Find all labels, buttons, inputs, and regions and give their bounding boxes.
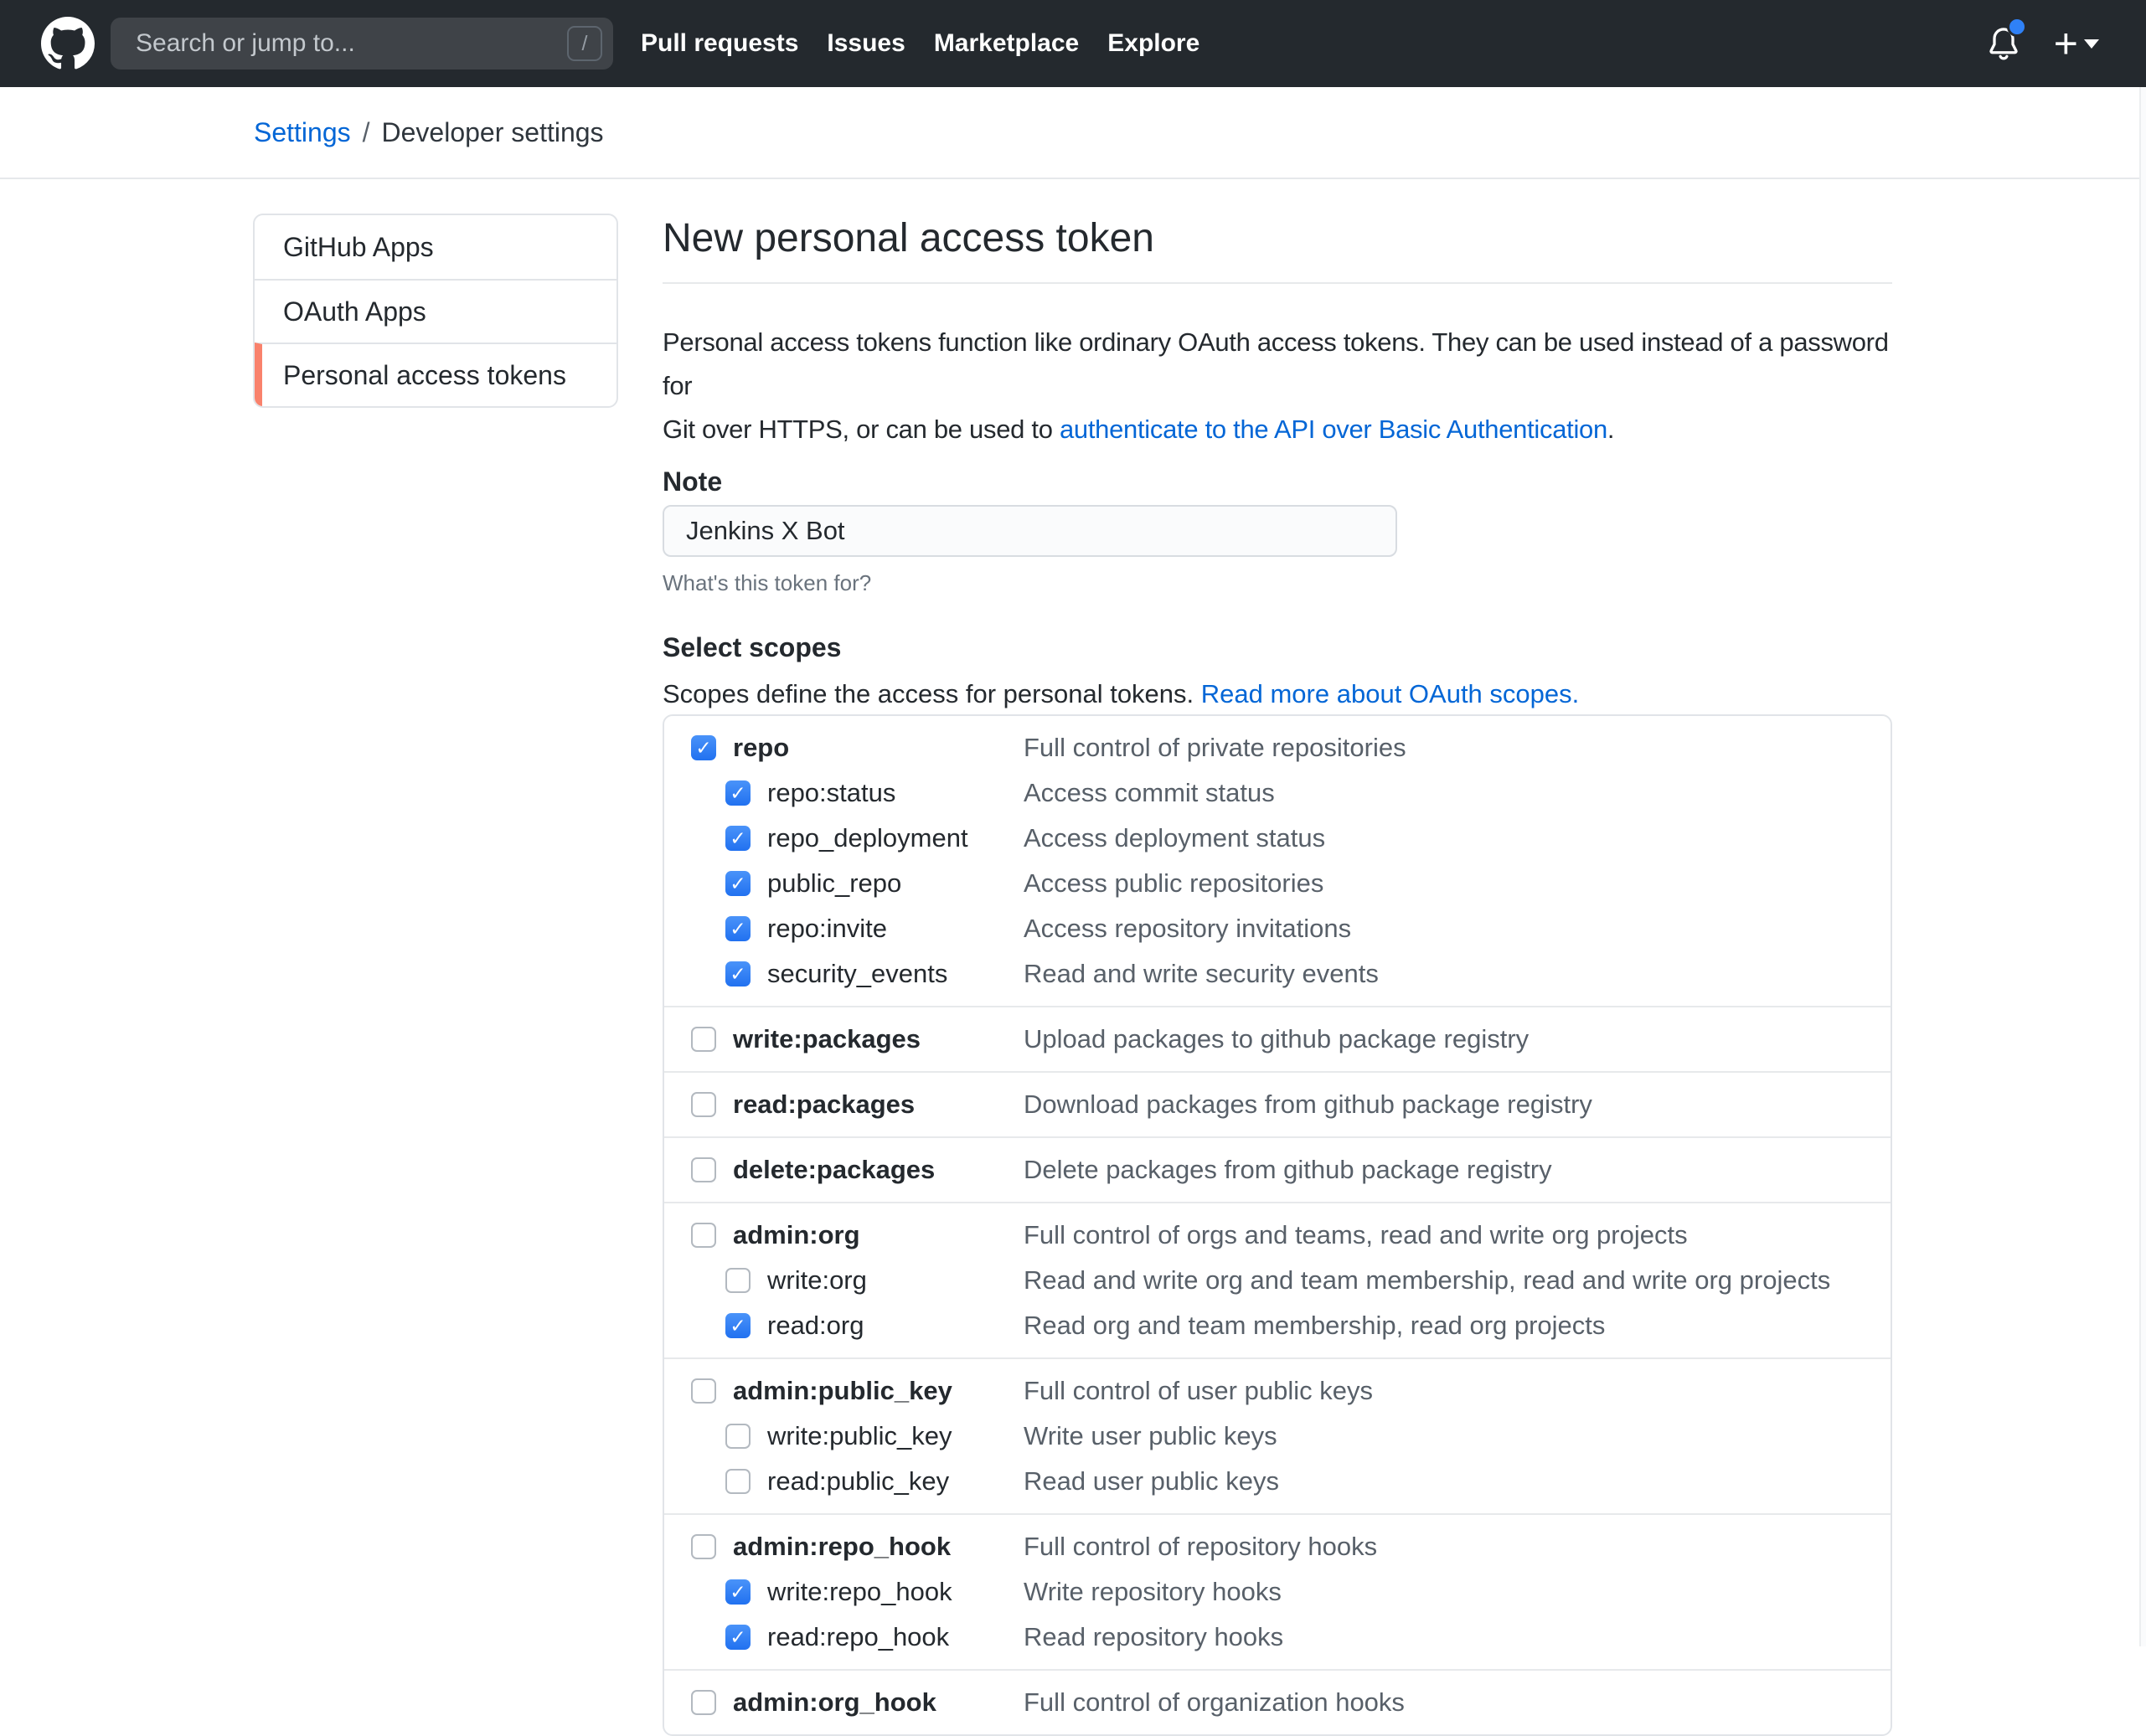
scope-description: Read org and team membership, read org projects [1024, 1311, 1606, 1340]
checkbox-write:repo_hook[interactable] [725, 1579, 751, 1605]
content [0, 179, 2146, 1736]
scope-row-repo:invite [664, 906, 1891, 951]
breadcrumb-current: Developer settings [381, 116, 604, 147]
checkbox-admin:public_key[interactable] [691, 1378, 716, 1404]
scope-description: Full control of user public keys [1024, 1376, 1373, 1405]
scope-group [664, 1136, 1891, 1202]
global-header [0, 0, 2146, 87]
checkbox-admin:org_hook[interactable] [691, 1690, 716, 1715]
scope-description: Read and write security events [1024, 959, 1379, 988]
scope-row-write:packages [664, 1017, 1891, 1062]
scope-name[interactable]: repo_deployment [767, 823, 968, 853]
scope-group [664, 1513, 1891, 1669]
breadcrumb [0, 87, 2146, 179]
scope-row-delete:packages [664, 1147, 1891, 1193]
checkbox-delete:packages[interactable] [691, 1157, 716, 1182]
nav-link-marketplace[interactable]: Marketplace [933, 29, 1080, 57]
create-new-button[interactable] [2053, 20, 2099, 67]
header-right [1985, 20, 2099, 67]
scope-cell [691, 1466, 1024, 1496]
scope-cell [691, 1376, 1024, 1406]
intro-period: . [1607, 415, 1615, 444]
scope-name[interactable]: read:packages [733, 1090, 916, 1119]
header-nav [641, 29, 1199, 58]
developer-settings-sidebar [253, 214, 618, 408]
scope-row-read:packages [664, 1082, 1891, 1127]
scope-cell [691, 914, 1024, 944]
checkbox-read:public_key[interactable] [725, 1469, 751, 1494]
scope-name[interactable]: read:org [767, 1311, 864, 1340]
scope-name[interactable]: admin:org_hook [733, 1687, 936, 1717]
scope-cell [691, 733, 1024, 763]
scope-group [664, 1202, 1891, 1357]
slash-key-hint: / [567, 26, 602, 61]
scope-name[interactable]: repo:invite [767, 914, 888, 943]
scope-row-read:org [664, 1303, 1891, 1348]
scope-cell [691, 778, 1024, 808]
scope-description: Access repository invitations [1024, 914, 1352, 943]
checkbox-read:packages[interactable] [691, 1092, 716, 1117]
scope-cell [691, 1622, 1024, 1652]
scope-row-read:public_key [664, 1459, 1891, 1504]
scope-description: Full control of repository hooks [1024, 1532, 1378, 1561]
scope-cell [691, 1687, 1024, 1718]
nav-link-issues[interactable]: Issues [827, 29, 905, 57]
scrollbar[interactable] [2139, 87, 2146, 1646]
checkmark-icon: ✓ [730, 963, 746, 985]
octocat-mark-icon [40, 17, 95, 70]
scope-cell [691, 1532, 1024, 1562]
scope-name[interactable]: read:public_key [767, 1466, 950, 1496]
title-divider [663, 282, 1892, 284]
checkbox-repo[interactable] [691, 735, 716, 760]
scope-row-repo_deployment [664, 816, 1891, 861]
scope-description: Download packages from github package registry [1024, 1090, 1592, 1119]
scope-cell [691, 823, 1024, 853]
scope-description: Read repository hooks [1024, 1622, 1284, 1651]
checkbox-repo:status[interactable] [725, 780, 751, 806]
intro-text [663, 321, 1892, 451]
select-scopes-heading: Select scopes [663, 632, 842, 662]
scope-description: Access deployment status [1024, 823, 1326, 853]
scope-name[interactable]: public_repo [767, 868, 902, 898]
caret-down-icon [2084, 39, 2099, 56]
main-panel [663, 214, 1892, 1736]
intro-line1: Personal access tokens function like ordinary OAuth access tokens. They can be used instead of a password for [663, 327, 1889, 400]
sidebar-item-oauth-apps[interactable] [255, 279, 616, 343]
checkmark-icon: ✓ [730, 873, 746, 894]
scope-row-admin:org_hook [664, 1680, 1891, 1725]
checkbox-admin:org[interactable] [691, 1223, 716, 1248]
scope-name[interactable]: write:public_key [767, 1421, 952, 1450]
scope-cell [691, 1220, 1024, 1250]
sidebar-item-github-apps[interactable] [255, 215, 616, 279]
sidebar-item-personal-access-tokens[interactable] [255, 343, 616, 406]
scope-row-write:org [664, 1258, 1891, 1303]
sidebar-item-label: OAuth Apps [283, 296, 426, 327]
intro-line2: Git over HTTPS, or can be used to [663, 415, 1060, 444]
checkbox-repo_deployment[interactable] [725, 826, 751, 851]
scope-cell [691, 1265, 1024, 1296]
scope-description: Write user public keys [1024, 1421, 1277, 1450]
scope-name[interactable]: security_events [767, 959, 948, 988]
sidebar-item-label: GitHub Apps [283, 231, 434, 262]
note-label: Note [663, 466, 723, 497]
search-box[interactable] [111, 18, 613, 70]
scope-name[interactable]: admin:public_key [733, 1376, 952, 1405]
checkmark-icon: ✓ [730, 782, 746, 804]
search-input[interactable]: Search or jump to... [136, 29, 355, 57]
checkbox-security_events[interactable] [725, 961, 751, 986]
scope-row-public_repo [664, 861, 1891, 906]
scope-group [664, 1669, 1891, 1734]
scope-name[interactable]: write:repo_hook [767, 1577, 952, 1606]
nav-link-pull-requests[interactable]: Pull requests [641, 29, 799, 57]
oauth-scopes-link[interactable]: Read more about OAuth scopes. [1200, 679, 1580, 708]
scope-name[interactable]: delete:packages [733, 1155, 936, 1184]
checkmark-icon: ✓ [730, 1315, 746, 1337]
breadcrumb-separator: / [362, 116, 370, 147]
scope-cell [691, 1090, 1024, 1120]
notifications-button[interactable] [1985, 23, 2022, 64]
plus-icon: + [2053, 20, 2078, 67]
scope-cell [691, 1155, 1024, 1185]
scope-description: Read and write org and team membership, read and write org projects [1024, 1265, 1831, 1295]
breadcrumb-settings-link[interactable]: Settings [254, 116, 351, 147]
scope-cell [691, 868, 1024, 899]
note-help-text: What's this token for? [663, 570, 872, 595]
scope-description: Write repository hooks [1024, 1577, 1282, 1606]
scope-row-repo [664, 725, 1891, 770]
scope-row-repo:status [664, 770, 1891, 816]
scope-row-admin:org [664, 1213, 1891, 1258]
scope-row-admin:repo_hook [664, 1524, 1891, 1569]
scope-cell [691, 1311, 1024, 1341]
scopes-box [663, 714, 1892, 1736]
checkmark-icon: ✓ [730, 827, 746, 849]
nav-link-explore[interactable]: Explore [1107, 29, 1200, 57]
scope-cell [691, 1024, 1024, 1054]
scope-row-admin:public_key [664, 1368, 1891, 1414]
scope-row-read:repo_hook [664, 1615, 1891, 1660]
scope-cell [691, 959, 1024, 989]
checkbox-write:packages[interactable] [691, 1027, 716, 1052]
sidebar-item-label: Personal access tokens [283, 359, 566, 390]
scopes-description [663, 676, 1892, 713]
scope-description: Access commit status [1024, 778, 1275, 807]
note-input[interactable] [663, 505, 1397, 557]
checkmark-icon: ✓ [695, 737, 712, 759]
scope-description: Upload packages to github package registry [1024, 1024, 1530, 1053]
scope-row-write:repo_hook [664, 1569, 1891, 1615]
github-logo[interactable] [40, 17, 95, 70]
scope-row-security_events [664, 951, 1891, 997]
scope-row-write:public_key [664, 1414, 1891, 1459]
checkbox-write:org[interactable] [725, 1268, 751, 1293]
scope-description: Delete packages from github package registry [1024, 1155, 1552, 1184]
checkbox-repo:invite[interactable] [725, 916, 751, 941]
checkmark-icon: ✓ [730, 1581, 746, 1603]
checkbox-public_repo[interactable] [725, 871, 751, 896]
scope-name[interactable]: write:org [767, 1265, 867, 1295]
checkbox-write:public_key[interactable] [725, 1424, 751, 1449]
scope-group [664, 716, 1891, 1006]
scope-name[interactable]: admin:org [733, 1220, 860, 1249]
scope-description: Access public repositories [1024, 868, 1324, 898]
scope-description: Full control of private repositories [1024, 733, 1406, 762]
scope-name[interactable]: repo:status [767, 778, 896, 807]
scope-name[interactable]: write:packages [733, 1024, 921, 1053]
checkbox-read:org[interactable] [725, 1313, 751, 1338]
checkmark-icon: ✓ [730, 918, 746, 940]
scope-name[interactable]: repo [733, 733, 790, 762]
scope-name[interactable]: read:repo_hook [767, 1622, 950, 1651]
scope-cell [691, 1577, 1024, 1607]
scope-description: Read user public keys [1024, 1466, 1279, 1496]
scope-group [664, 1071, 1891, 1136]
scope-description: Full control of organization hooks [1024, 1687, 1405, 1717]
scopes-description-text: Scopes define the access for personal tokens. [663, 679, 1201, 708]
scope-group [664, 1357, 1891, 1513]
unread-notification-dot [2007, 17, 2027, 37]
checkbox-admin:repo_hook[interactable] [691, 1534, 716, 1559]
checkmark-icon: ✓ [730, 1626, 746, 1648]
scope-description: Full control of orgs and teams, read and write org projects [1024, 1220, 1688, 1249]
basic-auth-link[interactable]: authenticate to the API over Basic Authentication [1059, 415, 1607, 444]
scope-group [664, 1006, 1891, 1071]
scope-name[interactable]: admin:repo_hook [733, 1532, 952, 1561]
page-title: New personal access token [663, 216, 1154, 260]
scope-cell [691, 1421, 1024, 1451]
